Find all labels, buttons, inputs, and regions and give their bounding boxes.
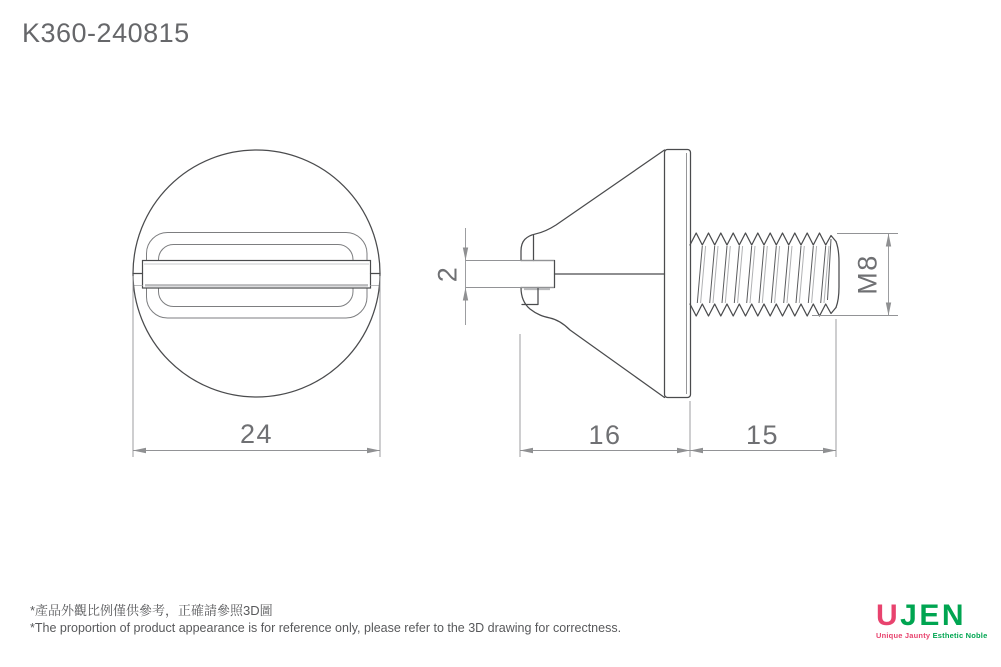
dim-2-lines: [466, 228, 555, 325]
dim-15-arrow-right: [823, 448, 836, 453]
side-view: [521, 150, 839, 398]
dim-2-label: 2: [432, 265, 463, 283]
page-title: K360-240815: [22, 18, 190, 48]
dim-2-arrow-top: [463, 248, 468, 261]
thread-end-chamfer: [836, 242, 839, 308]
dim-m8-arrow-bottom: [886, 303, 891, 316]
dimension-slot-2: [433, 228, 555, 325]
dim-m8-label: M8: [852, 254, 883, 295]
dimension-thread-m8: [812, 234, 898, 316]
front-view: [133, 150, 380, 397]
thread-top-crests: [690, 233, 836, 245]
cone-lower-edge: [521, 288, 665, 398]
brand-tagline-rest: Esthetic Noble: [930, 631, 988, 640]
dim-15-label: 15: [745, 420, 780, 450]
dim-24-arrow-left: [133, 448, 146, 453]
brand-letter-u: U: [876, 599, 901, 632]
dim-15-arrow-left: [690, 448, 703, 453]
dim-24-label: 24: [239, 419, 274, 449]
dim-16-label: 16: [588, 420, 622, 450]
brand-letters-jen: JEN: [900, 599, 967, 632]
cone-upper-edge: [521, 150, 665, 261]
note-english: *The proportion of product appearance is for reference only, please refer to the 3D drawing for correctness.: [30, 621, 622, 635]
thread-flanks-light: [701, 246, 829, 303]
brand-logo: [876, 601, 998, 641]
slot-notch: [521, 261, 555, 288]
dim-2-arrow-bottom: [463, 288, 468, 301]
dim-24-arrow-right: [367, 448, 380, 453]
dim-16-arrow-left: [520, 448, 533, 453]
footer-notes: [30, 601, 621, 636]
dim-16-arrow-right: [677, 448, 690, 453]
note-chinese: *產品外觀比例僅供參考，正確請參照3D圖: [30, 603, 273, 618]
slot-band: [143, 261, 371, 289]
dimension-diameter-24: [133, 276, 380, 457]
brand-wordmark: [876, 601, 998, 631]
brand-tagline-first: Unique Jaunty: [876, 631, 931, 640]
dimension-thread-15: [690, 319, 836, 457]
thread-bottom-crests: [690, 304, 836, 316]
brand-tagline: [876, 631, 998, 641]
dim-m8-arrow-top: [886, 234, 891, 247]
thread: [690, 233, 839, 316]
